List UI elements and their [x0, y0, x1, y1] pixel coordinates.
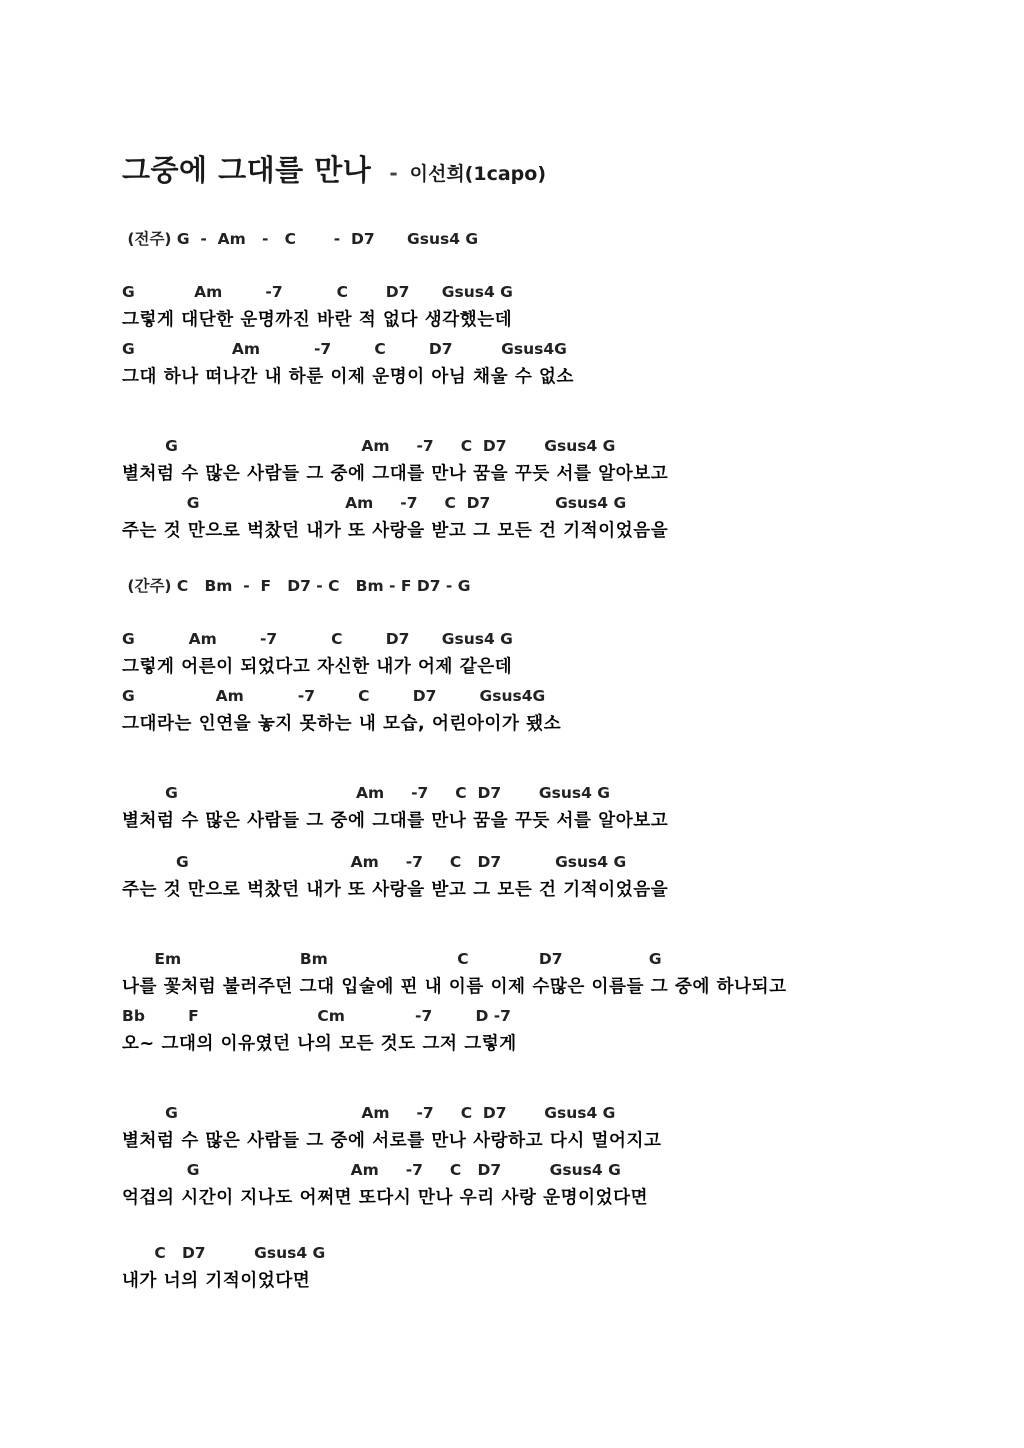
chord-line: G Am -7 C D7 Gsus4 G [122, 1104, 616, 1122]
spacer [0, 1066, 1024, 1106]
chord-line: G Am -7 C D7 Gsus4G [122, 340, 567, 358]
lyrics-body [0, 232, 1024, 1303]
chord-line: Em Bm C D7 G [122, 950, 662, 968]
chord-line: G Am -7 C D7 Gsus4G [122, 687, 546, 705]
lyric-line: 나를 꽃처럼 불러주던 그대 입술에 핀 내 이름 이제 수많은 이름들 그 중에 하나되고 [122, 977, 787, 997]
lyric-line: 내가 너의 기적이었다면 [122, 1271, 311, 1291]
chord-line: G Am -7 C D7 Gsus4 G [122, 630, 513, 648]
lyric-line: 오~ 그대의 이유였던 나의 모든 것도 그저 그렇게 [122, 1034, 517, 1054]
spacer [0, 553, 1024, 579]
chord-line: G Am -7 C D7 Gsus4 G [122, 784, 611, 802]
chord-line: G Am -7 C D7 Gsus4 G [122, 437, 616, 455]
lyric-line: 그대라는 인연을 놓지 못하는 내 모습, 어린아이가 됐소 [122, 714, 562, 734]
spacer [0, 1220, 1024, 1246]
spacer [0, 606, 1024, 632]
chord-line: G Am -7 C D7 Gsus4 G [122, 283, 513, 301]
artist-label: 이선희(1capo) [409, 163, 547, 185]
spacer [0, 399, 1024, 439]
title-row [122, 148, 546, 189]
spacer [0, 912, 1024, 952]
chord-line: G Am -7 C D7 Gsus4 G [122, 1161, 621, 1179]
lyric-line: 별처럼 수 많은 사람들 그 중에 그대를 만나 꿈을 꾸듯 서를 알아보고 [122, 811, 669, 831]
page-title: 그중에 그대를 만나 [122, 153, 372, 187]
lyric-line: 별처럼 수 많은 사람들 그 중에 그대를 만나 꿈을 꾸듯 서를 알아보고 [122, 464, 669, 484]
chord-line: G Am -7 C D7 Gsus4 G [122, 853, 627, 871]
lyric-line: 그렇게 어른이 되었다고 자신한 내가 어제 같은데 [122, 657, 513, 677]
lyric-line: 주는 것 만으로 벅찼던 내가 또 사랑을 받고 그 모든 건 기적이었음을 [122, 880, 669, 900]
chord-line: G Am -7 C D7 Gsus4 G [122, 494, 627, 512]
lyric-line: 별처럼 수 많은 사람들 그 중에 서로를 만나 사랑하고 다시 멀어지고 [122, 1131, 662, 1151]
spacer [0, 259, 1024, 285]
lyric-line: 억겁의 시간이 지나도 어쩌면 또다시 만나 우리 사랑 운명이었다면 [122, 1188, 649, 1208]
lyric-line: 주는 것 만으로 벅찼던 내가 또 사랑을 받고 그 모든 건 기적이었음을 [122, 521, 669, 541]
chord-line: C D7 Gsus4 G [122, 1244, 326, 1262]
spacer [0, 746, 1024, 786]
chord-line: (전주) G - Am - C - D7 Gsus4 G [122, 230, 479, 248]
chord-line: Bb F Cm -7 D -7 [122, 1007, 511, 1025]
lyric-line: 그렇게 대단한 운명까진 바란 적 없다 생각했는데 [122, 310, 513, 330]
lyric-line: 그대 하나 떠나간 내 하룬 이제 운명이 아님 채울 수 없소 [122, 367, 575, 387]
chord-line: (간주) C Bm - F D7 - C Bm - F D7 - G [122, 577, 471, 595]
title-separator: - [389, 161, 398, 185]
